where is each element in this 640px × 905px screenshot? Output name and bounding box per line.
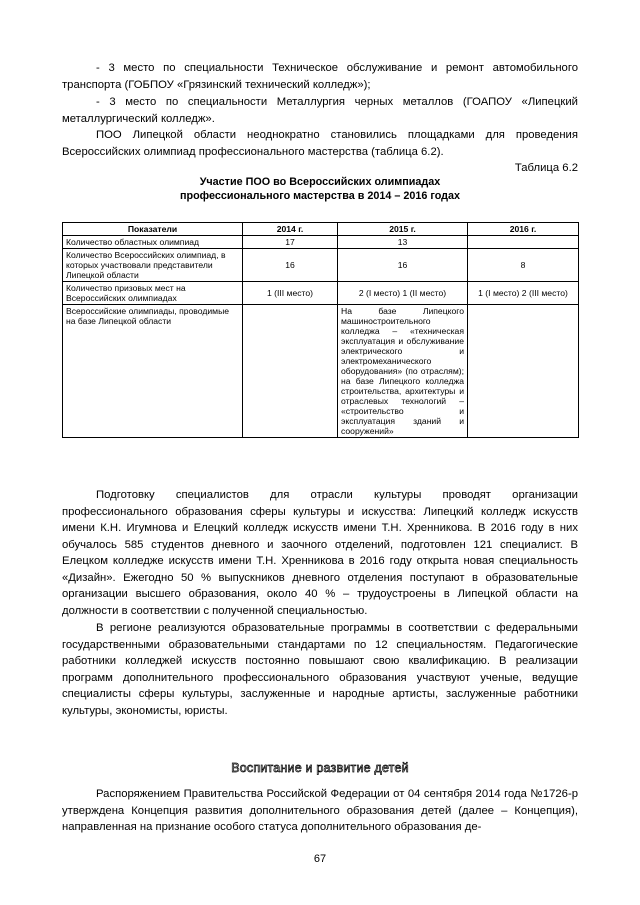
table-row <box>63 305 579 438</box>
table-row <box>63 282 579 305</box>
page-number: 67 <box>313 853 327 865</box>
table-header-row <box>63 223 579 236</box>
paragraph-concept: Распоряжением Правительства Российской Федерации от 04 сентября 2014 года №1726-р утверждена Концепция развития дополнительного образования детей (далее – Концепция), направленная на признание особого статуса дополнительного образования де- <box>62 788 578 833</box>
olympiad-table <box>62 222 579 438</box>
cell-value: 8 <box>468 249 579 282</box>
row-label: Количество Всероссийских олимпиад, в которых участвовали представители Липецкой области <box>63 249 243 282</box>
cell-value: 16 <box>243 249 338 282</box>
paragraph-programs: В регионе реализуются образовательные программы в соответствии с федеральными государственными образовательными стандартами по 12 специальностям. Педагогические работники колледжей искусств постоянно повышают свою квалификацию. В реализации программ дополнительного профессионального образования участвуют ученые, ведущие специалисты сферы культуры, заслуженные и народные артисты, заслуженные работники культуры, экономисты, юристы. <box>62 622 578 717</box>
section-title: Воспитание и развитие детей <box>231 761 409 775</box>
cell-value <box>468 236 579 249</box>
table-title-line2: профессионального мастерства в 2014 – 2016 годах <box>179 190 461 202</box>
row-label: Количество областных олимпиад <box>63 236 243 249</box>
cell-value: 17 <box>243 236 338 249</box>
cell-value: 1 (I место) 2 (III место) <box>468 282 579 305</box>
table-label: Таблица 6.2 <box>514 162 578 174</box>
paragraph-place-metallurgy: - 3 место по специальности Металлургия черных металлов (ГОАПОУ «Липецкий металлургический колледж». <box>62 96 578 125</box>
paragraph-olympiad-venues: ПОО Липецкой области неоднократно становились площадками для проведения Всероссийских олимпиад профессионального мастерства (таблица 6.2). <box>62 129 578 158</box>
cell-value <box>468 305 579 438</box>
cell-value: На базе Липецкого машиностроительного колледжа – «техническая эксплуатация и обслуживание электрического и электромеханического оборудования» (по отраслям); на базе Липецкого колледжа строительства, архитектуры и отраслевых технологий – «строительство и эксплуатация зданий и сооружений» <box>338 305 468 438</box>
table-title-line1: Участие ПОО во Всероссийских олимпиадах <box>199 176 441 188</box>
table-row <box>63 236 579 249</box>
header-2014: 2014 г. <box>243 223 338 236</box>
header-2016: 2016 г. <box>468 223 579 236</box>
row-label: Всероссийские олимпиады, проводимые на базе Липецкой области <box>63 305 243 438</box>
cell-value: 2 (I место) 1 (II место) <box>338 282 468 305</box>
cell-value: 13 <box>338 236 468 249</box>
cell-value: 16 <box>338 249 468 282</box>
paragraph-place-auto: - 3 место по специальности Техническое обслуживание и ремонт автомобильного транспорта (ГОБПОУ «Грязинский технический колледж»); <box>62 62 578 91</box>
cell-value: 1 (III место) <box>243 282 338 305</box>
header-indicators: Показатели <box>63 223 243 236</box>
row-label: Количество призовых мест на Всероссийских олимпиадах <box>63 282 243 305</box>
table-row <box>63 249 579 282</box>
paragraph-culture-training: Подготовку специалистов для отрасли культуры проводят организации профессионального образования сферы культуры и искусства: Липецкий колледж искусств имени К.Н. Игумнова и Елецкий колледж искусств имени Т.Н. Хренникова. В 2016 году в них обучалось 585 студентов дневного и заочного отделений, подготовлен 121 специалист. В Елецком колледже искусств имени Т.Н. Хренникова в 2016 году открыта новая специальность «Дизайн». Ежегодно 50 % выпускников дневного отделения поступают в образовательные организации высшего образования, около 40 % – трудоустроены в Липецкой области на должности в соответствии с полученной специальностью. <box>62 489 578 617</box>
header-2015: 2015 г. <box>338 223 468 236</box>
cell-value <box>243 305 338 438</box>
